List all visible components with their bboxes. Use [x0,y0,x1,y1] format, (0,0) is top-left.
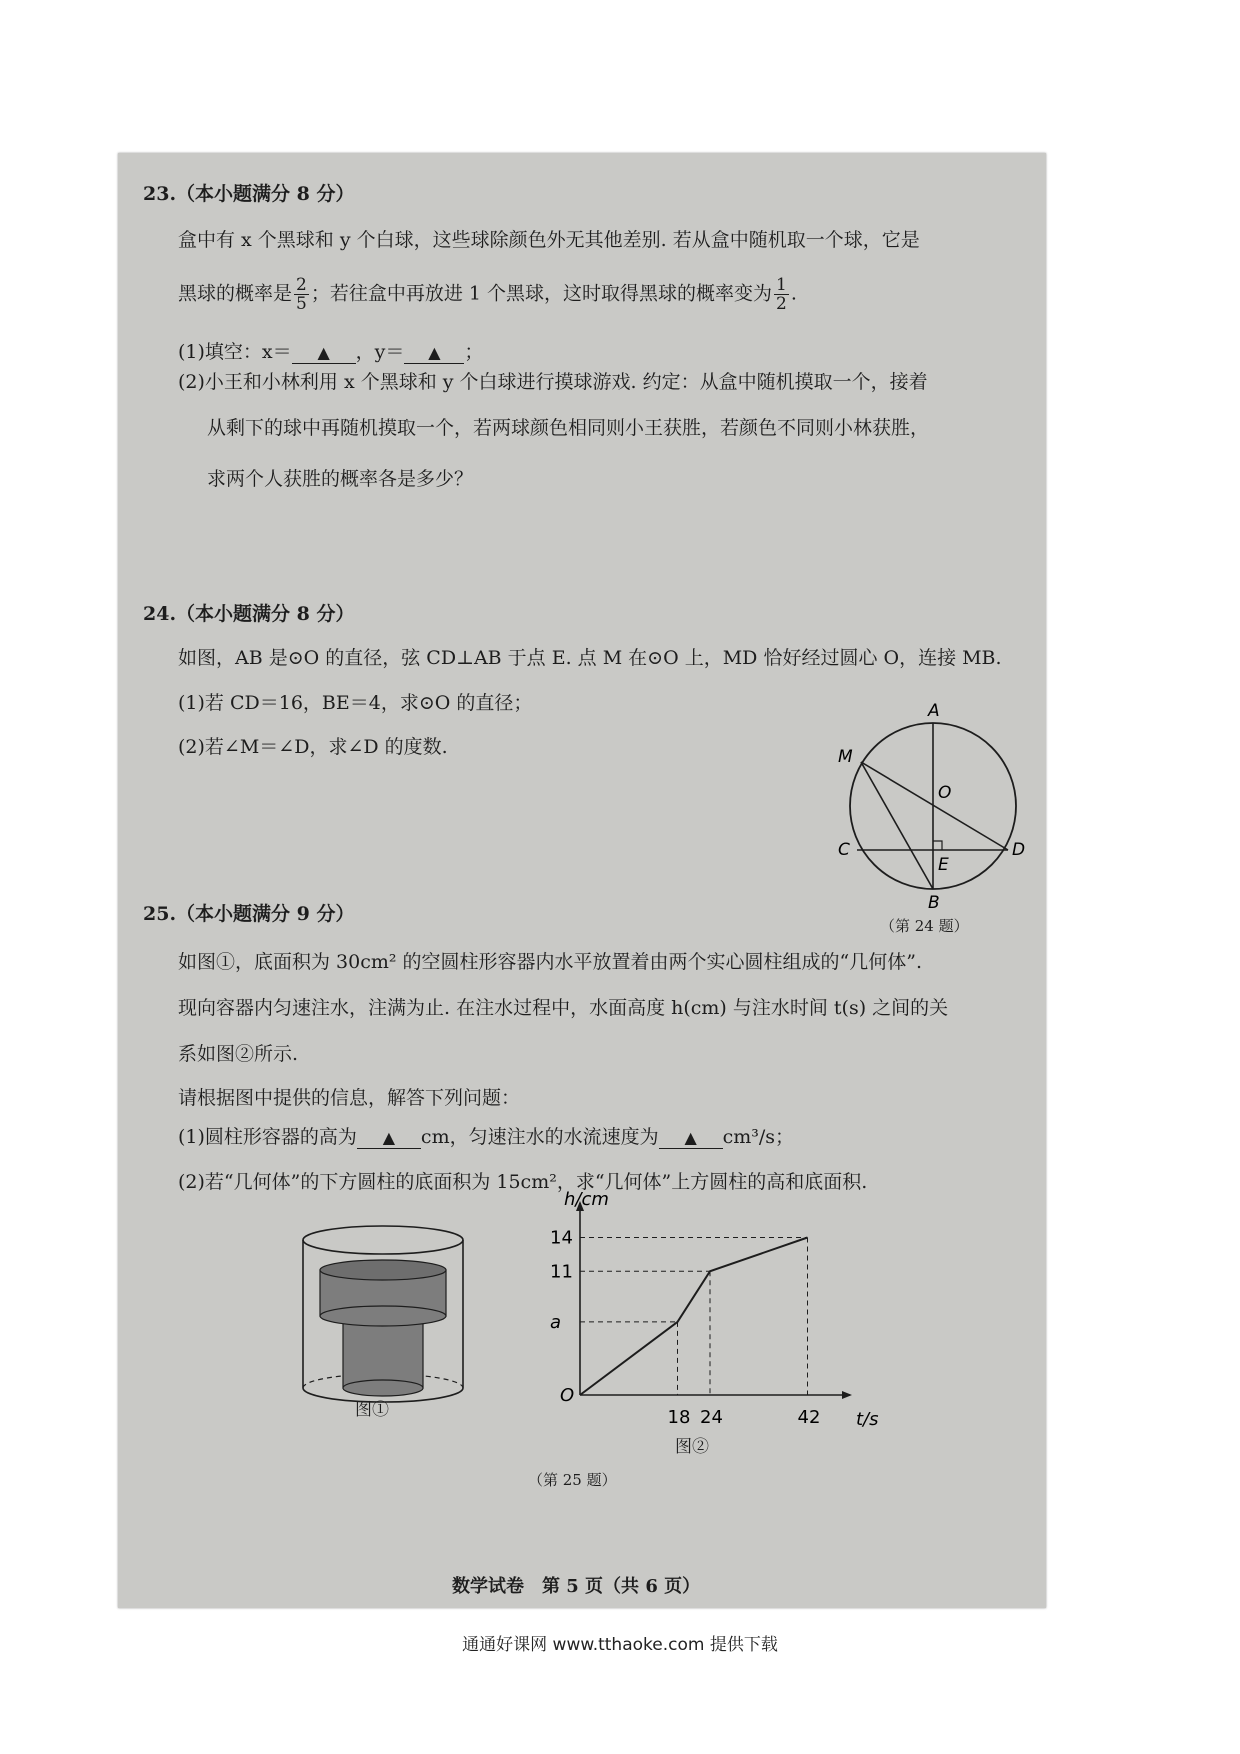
q25-part1-label-height: (1)圆柱形容器的高为 [178,1126,357,1148]
water-level-chart [540,1189,879,1435]
y-axis-label: h/cm [564,1189,609,1210]
q25-part2: (2)若“几何体”的下方圆柱的底面积为 15cm²，求“几何体”上方圆柱的高和底面积. [178,1171,868,1193]
label-a: A [928,701,940,721]
fraction-2-5: $\frac{2}{5}$ [296,275,307,314]
q24-title: 24.（本小题满分 8 分） [143,603,355,625]
q23-line2a: 黑球的概率是 [178,282,293,305]
label-o: O [938,783,952,803]
q25-part1 [178,1125,794,1149]
label-d: D [1012,840,1026,860]
fig1-label: 图① [355,1400,389,1420]
q24-part2: (2)若∠M＝∠D，求∠D 的度数. [178,736,448,758]
q25-caption: （第 25 题） [528,1471,617,1489]
q23-line2b: ；若往盒中再放进 1 个黑球，这时取得黑球的概率变为 [310,282,773,305]
q23-line2c: . [790,282,797,305]
y-tick-11: 11 [550,1261,573,1283]
q24-line1: 如图，AB 是⊙O 的直径，弦 CD⊥AB 于点 E. 点 M 在⊙O 上，MD 恰好经过圆心 O，连接 MB. [178,647,1002,669]
site-footer: 通通好课网 www.tthaoke.com 提供下载 [462,1635,778,1655]
label-e: E [938,855,949,875]
origin-label: O [560,1385,575,1406]
answer-blank-height: ▲ [357,1128,421,1149]
label-c: C [838,840,850,860]
series-line [580,1238,808,1396]
x-tick-42: 42 [797,1407,821,1428]
q23-part2-l1: (2)小王和小林利用 x 个黑球和 y 个白球进行摸球游戏. 约定：从盒中随机摸取一个，接着 [178,371,928,393]
fig2-label: 图② [675,1437,709,1457]
q25-line4: 请根据图中提供的信息，解答下列问题： [178,1087,521,1109]
q23-part1-end: ； [464,341,484,363]
q23-part2-l2: 从剩下的球中再随机摸取一个，若两球颜色相同则小王获胜，若颜色不同则小林获胜， [207,417,930,439]
segment-mb [861,762,933,889]
q23-line2 [178,276,797,313]
x-tick-24: 24 [700,1407,723,1428]
q23-part1 [178,340,483,364]
x-tick-18: 18 [667,1407,691,1428]
answer-blank-x: ▲ [292,343,356,364]
q25-title: 25.（本小题满分 9 分） [143,903,355,925]
cylinder-figure [295,1220,475,1420]
label-b: B [928,893,940,913]
q25-line2: 现向容器内匀速注水，注满为止. 在注水过程中，水面高度 h(cm) 与注水时间 t(s) 之间的关 [178,997,949,1019]
y-tick-a: a [550,1311,562,1333]
q25-part1-label-speed: cm，匀速注水的水流速度为 [420,1126,659,1148]
x-axis-arrow [842,1391,852,1399]
q24-part1: (1)若 CD＝16，BE＝4，求⊙O 的直径； [178,692,533,714]
y-tick-14: 14 [550,1227,573,1249]
q25-line1: 如图①，底面积为 30cm² 的空圆柱形容器内水平放置着由两个实心圆柱组成的“几何体”. [178,951,922,973]
right-angle-mark [933,841,942,850]
q23-part1-label-x: (1)填空：x＝ [178,341,292,363]
x-axis-label: t/s [856,1409,879,1430]
q23-title: 23.（本小题满分 8 分） [143,183,355,205]
answer-blank-y: ▲ [404,343,464,364]
label-m: M [838,747,853,767]
q23-line1: 盒中有 x 个黑球和 y 个白球，这些球除颜色外无其他差别. 若从盒中随机取一个球，它是 [178,229,920,251]
circle-diagram [830,690,1040,930]
answer-blank-speed: ▲ [659,1128,723,1149]
segment-md [861,762,1008,850]
page-footer: 数学试卷 第 5 页（共 6 页） [452,1576,701,1597]
q23-part2-l3: 求两个人获胜的概率各是多少？ [207,468,474,490]
q23-part1-label-y: ，y＝ [355,341,405,363]
q25-line3: 系如图②所示. [178,1043,299,1065]
q25-part1-unit: cm³/s； [722,1126,795,1148]
fraction-1-2: $\frac{1}{2}$ [776,275,787,314]
q24-caption: （第 24 题） [880,917,969,935]
